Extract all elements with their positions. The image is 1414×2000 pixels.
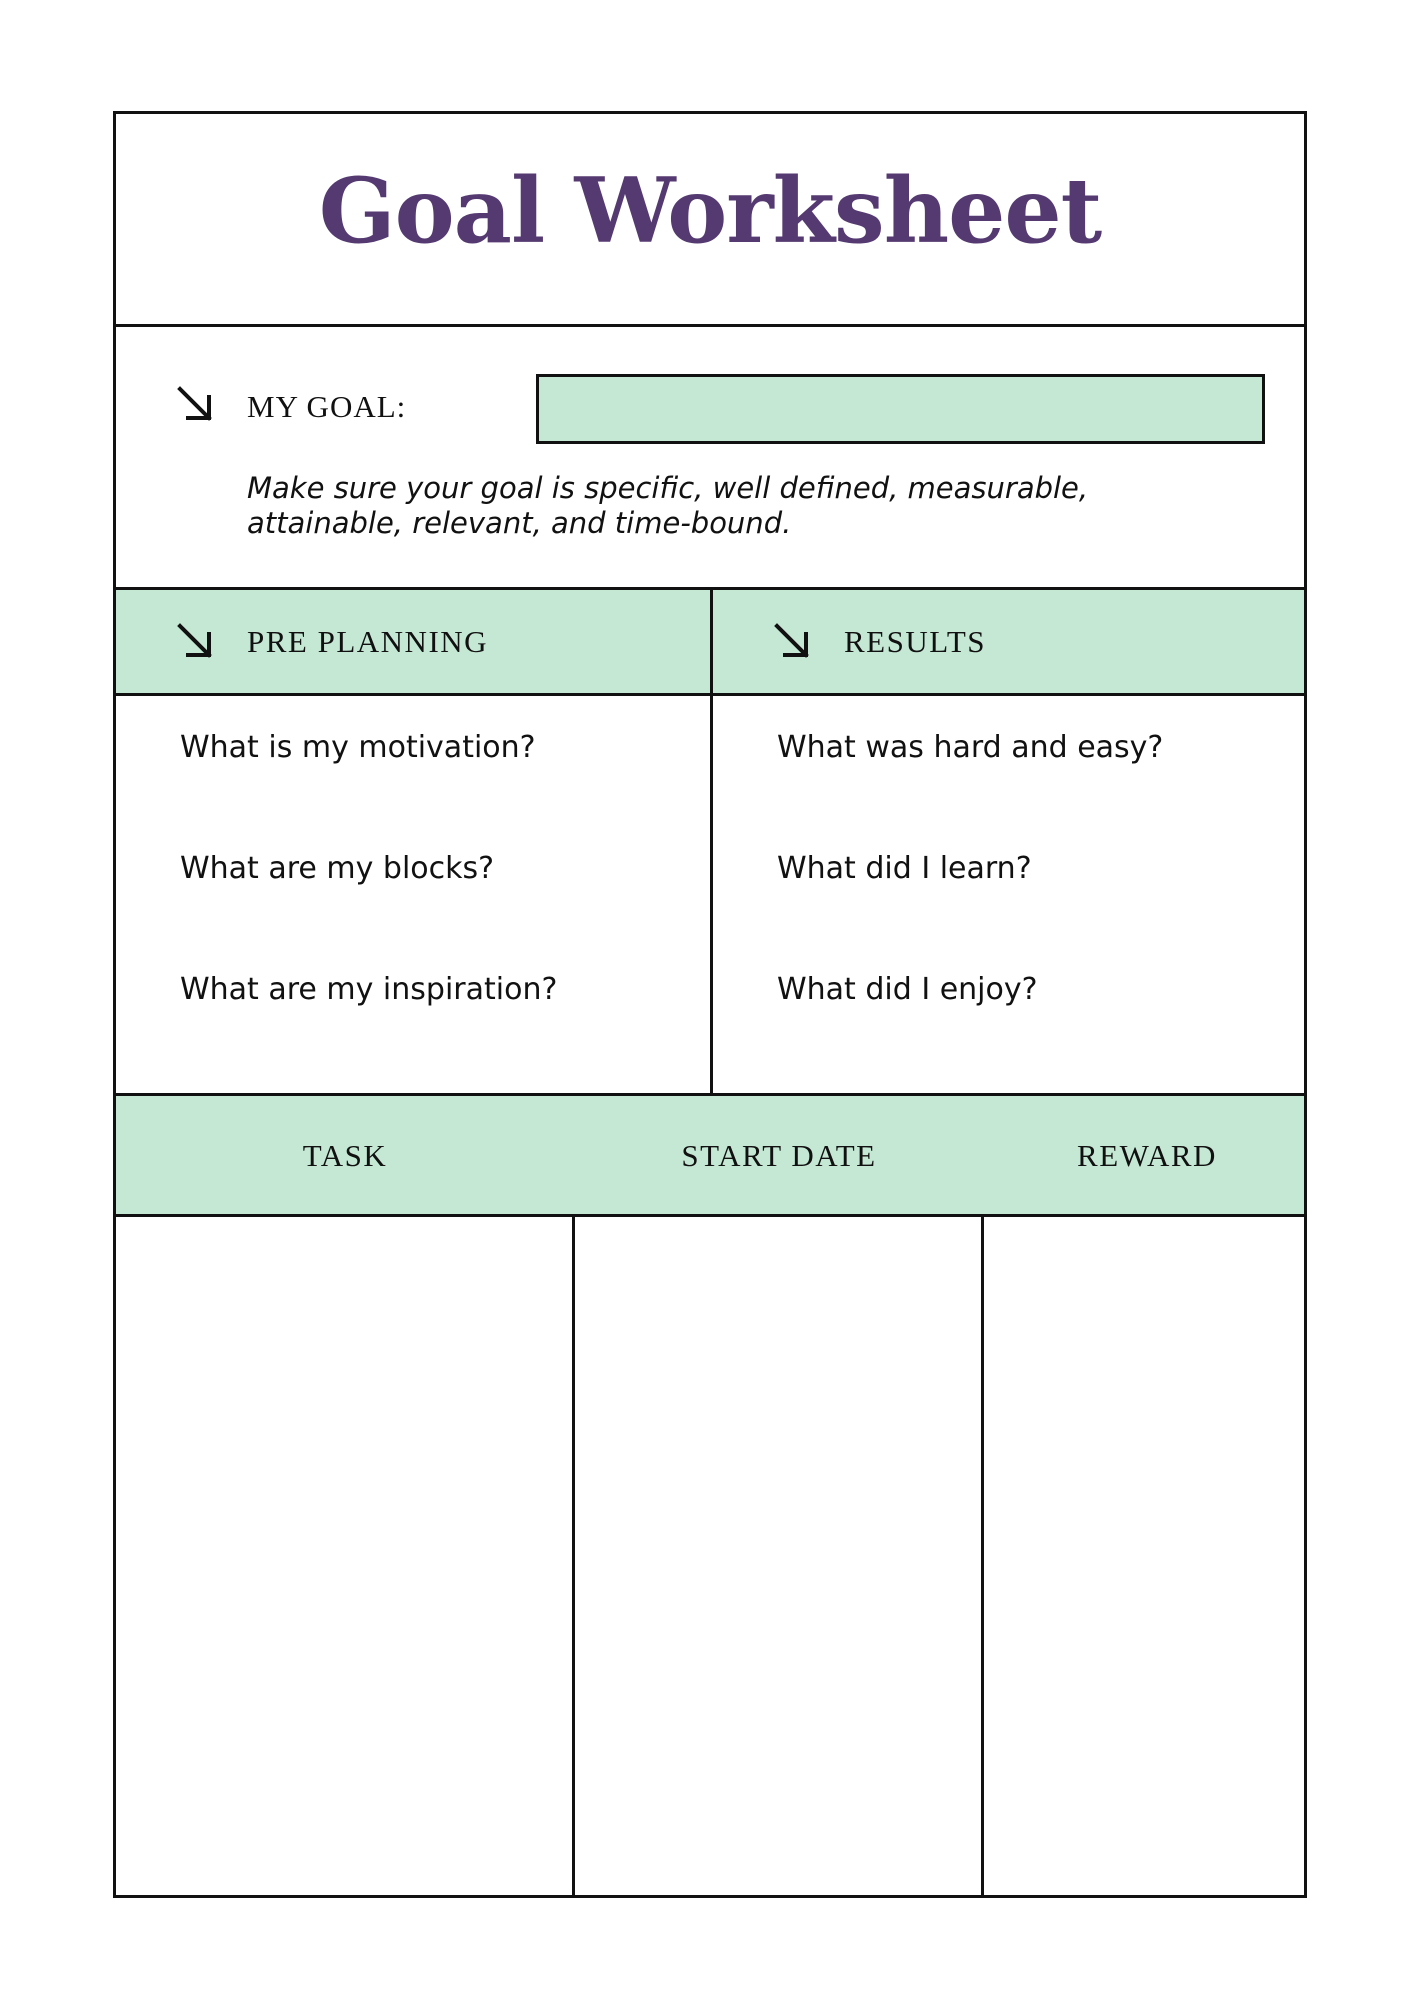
planning-header-row: [116, 590, 1304, 696]
goal-section: [116, 327, 1304, 590]
task-table-body: [116, 1217, 1304, 1895]
goal-input[interactable]: [536, 374, 1265, 444]
goal-label: MY GOAL:: [247, 389, 407, 424]
column-header-reward: REWARD: [1077, 1138, 1217, 1173]
pre-planning-heading: PRE PLANNING: [247, 624, 489, 659]
column-divider: [710, 696, 713, 1093]
results-heading: RESULTS: [844, 624, 987, 659]
task-table-header: [116, 1096, 1304, 1217]
title-section: [116, 114, 1304, 327]
start-date-cell[interactable]: [575, 1217, 981, 1895]
pre-planning-question: What is my motivation?: [180, 730, 536, 765]
reward-cell[interactable]: [984, 1217, 1304, 1895]
results-question: What did I learn?: [777, 851, 1032, 886]
pre-planning-question: What are my blocks?: [180, 851, 495, 886]
results-header: [713, 590, 1307, 693]
planning-body-row: [116, 696, 1304, 1096]
arrow-down-right-icon: [773, 622, 813, 662]
arrow-down-right-icon: [176, 622, 216, 662]
worksheet: [113, 111, 1307, 1898]
column-divider: [710, 590, 713, 693]
column-header-start-date: START DATE: [681, 1138, 877, 1173]
arrow-down-right-icon: [176, 385, 216, 425]
pre-planning-header: [116, 590, 710, 693]
results-question: What did I enjoy?: [777, 972, 1038, 1007]
results-question: What was hard and easy?: [777, 730, 1164, 765]
task-cell[interactable]: [116, 1217, 572, 1895]
goal-hint: Make sure your goal is specific, well defined, measurable, attainable, relevant, and time-bound.: [247, 471, 1089, 540]
pre-planning-question: What are my inspiration?: [180, 972, 558, 1007]
page-title: Goal Worksheet: [318, 158, 1102, 264]
column-header-task: TASK: [302, 1138, 388, 1173]
